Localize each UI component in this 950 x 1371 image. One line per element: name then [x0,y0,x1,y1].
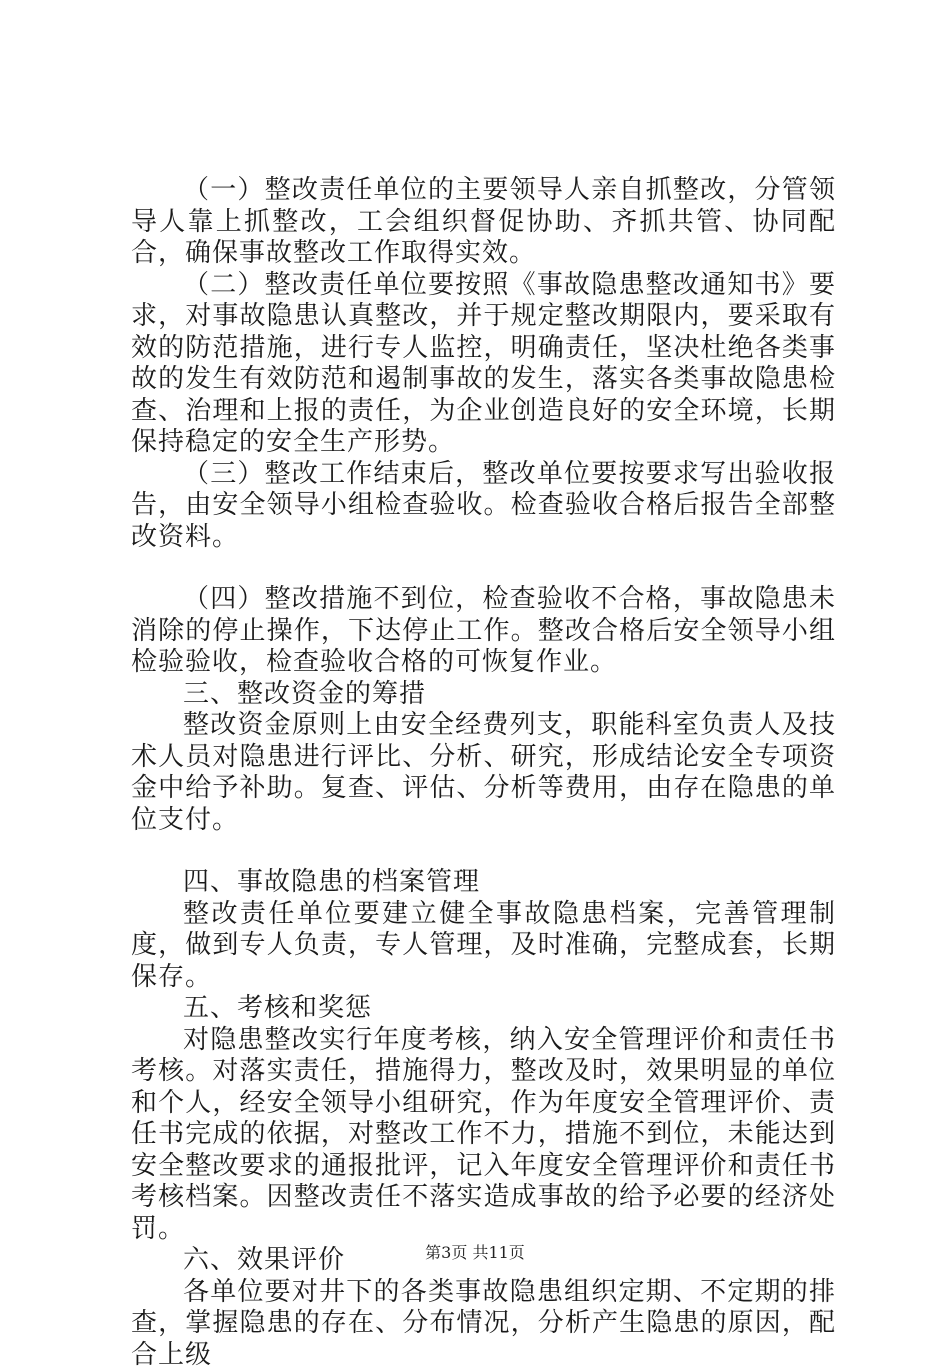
paragraph-2: （二）整改责任单位要按照《事故隐患整改通知书》要求，对事故隐患认真整改，并于规定整改期限内，要采取有效的防范措施，进行专人监控，明确责任，坚决杜绝各类事故的发生有效防范和遏制事故的发生，落实各类事故隐患检查、治理和上报的责任，为企业创造良好的安全环境，长期保持稳定的安全生产形势。 [131,270,836,459]
blank-line [131,836,836,867]
paragraph-4: （四）整改措施不到位，检查验收不合格，事故隐患未消除的停止操作，下达停止工作。整改合格后安全领导小组检验验收，检查验收合格的可恢复作业。 [131,584,836,679]
paragraph-1: （一）整改责任单位的主要领导人亲自抓整改，分管领导人靠上抓整改，工会组织督促协助、齐抓共管、协同配合，确保事故整改工作取得实效。 [131,175,836,270]
section-heading-5: 五、考核和奖惩 [131,993,836,1025]
page-number-footer: 第3页 共11页 [0,1243,950,1263]
paragraph-5: 整改资金原则上由安全经费列支，职能科室负责人及技术人员对隐患进行评比、分析、研究，形成结论安全专项资金中给予补助。复查、评估、分析等费用，由存在隐患的单位支付。 [131,710,836,836]
paragraph-6: 整改责任单位要建立健全事故隐患档案，完善管理制度，做到专人负责，专人管理，及时准确，完整成套，长期保存。 [131,899,836,994]
section-heading-4: 四、事故隐患的档案管理 [131,867,836,899]
section-heading-6: 六、效果评价 [131,1245,836,1277]
paragraph-7: 对隐患整改实行年度考核，纳入安全管理评价和责任书考核。对落实责任，措施得力，整改及时，效果明显的单位和个人，经安全领导小组研究，作为年度安全管理评价、责任书完成的依据，对整改工作不力，措施不到位，未能达到安全整改要求的通报批评，记入年度安全管理评价和责任书考核档案。因整改责任不落实造成事故的给予必要的经济处罚。 [131,1025,836,1246]
paragraph-8: 各单位要对井下的各类事故隐患组织定期、不定期的排查，掌握隐患的存在、分布情况，分析产生隐患的原因，配合上级 [131,1277,836,1371]
document-body [131,175,836,1371]
section-heading-3: 三、整改资金的筹措 [131,679,836,711]
blank-line [131,553,836,584]
paragraph-3: （三）整改工作结束后，整改单位要按要求写出验收报告，由安全领导小组检查验收。检查验收合格后报告全部整改资料。 [131,459,836,554]
